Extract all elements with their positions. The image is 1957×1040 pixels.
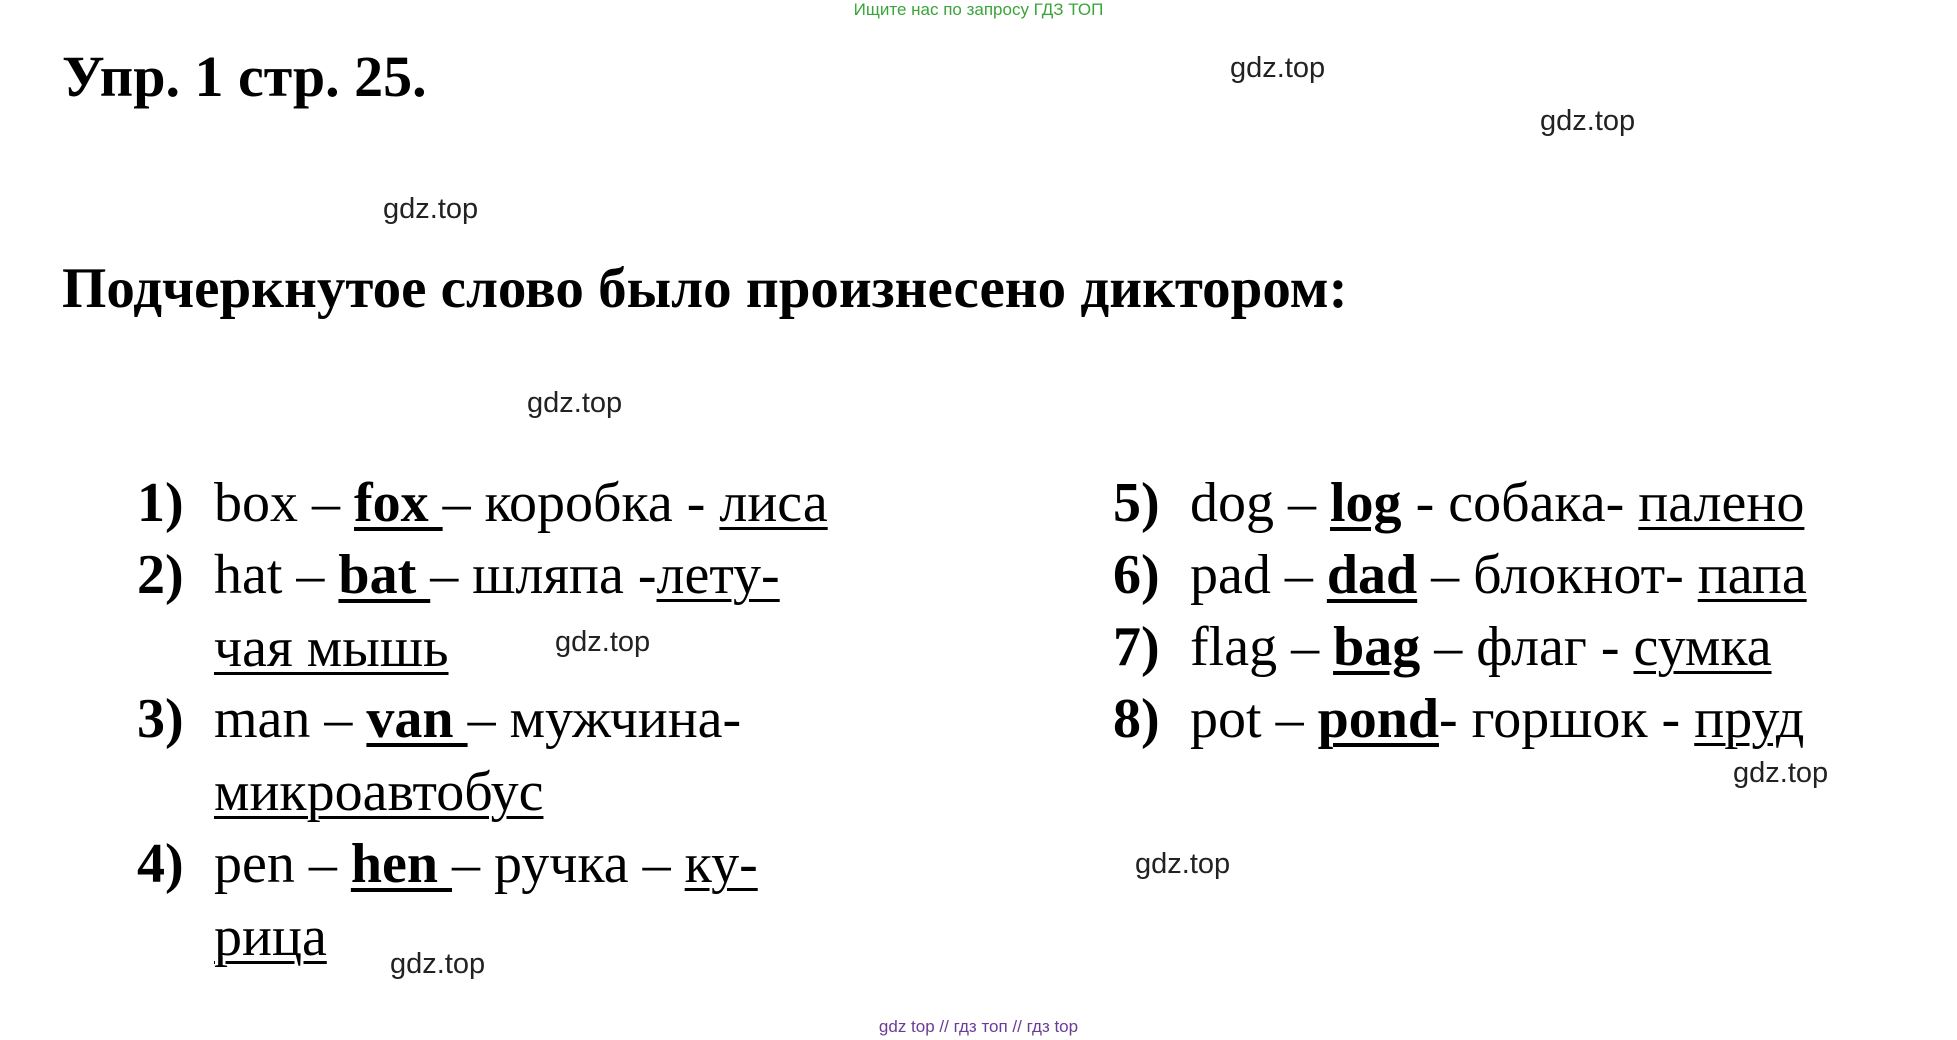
bottom-banner: gdz top // гдз топ // гдз top bbox=[878, 1017, 1079, 1036]
spoken-word-translation: ку- bbox=[684, 833, 758, 895]
item-body: man – van – мужчина- микроавтобус bbox=[214, 688, 742, 823]
item-number: 3) bbox=[137, 688, 184, 750]
spoken-word-translation: папа bbox=[1697, 544, 1807, 606]
spoken-word-translation-cont: рица bbox=[214, 906, 327, 968]
item-body: flag – bag – флаг - сумка bbox=[1190, 616, 1772, 678]
watermark: gdz.top bbox=[555, 626, 651, 658]
watermark: gdz.top bbox=[1135, 848, 1231, 880]
item-body: box – fox – коробка - лиса bbox=[214, 472, 828, 534]
spoken-word-translation: палено bbox=[1638, 472, 1805, 534]
watermark: gdz.top bbox=[383, 193, 479, 225]
spoken-word: bat bbox=[338, 544, 431, 606]
watermark: gdz.top bbox=[1733, 757, 1829, 789]
page-title: Упр. 1 стр. 25. bbox=[62, 44, 427, 109]
spoken-word: van bbox=[366, 688, 468, 750]
english-word: box bbox=[214, 472, 298, 534]
item-number: 6) bbox=[1113, 544, 1160, 606]
watermark: gdz.top bbox=[1540, 105, 1636, 137]
instruction-heading: Подчеркнутое слово было произнесено диктором: bbox=[62, 257, 1348, 320]
watermark: gdz.top bbox=[390, 948, 486, 980]
spoken-word-translation: лиса bbox=[719, 472, 828, 534]
spoken-word: fox bbox=[354, 472, 443, 534]
item-number: 5) bbox=[1113, 472, 1160, 534]
english-word: hat bbox=[214, 544, 283, 606]
item-number: 7) bbox=[1113, 616, 1160, 678]
watermark: gdz.top bbox=[527, 387, 623, 419]
item-body: pad – dad – блокнот- папа bbox=[1190, 544, 1807, 606]
english-word: dog bbox=[1190, 472, 1274, 534]
item-body: pen – hen – ручка – ку- рица bbox=[214, 833, 758, 968]
spoken-word: bag bbox=[1333, 616, 1421, 678]
item-body: hat – bat – шляпа -лету- чая мышь bbox=[214, 544, 780, 679]
spoken-word: dad bbox=[1326, 544, 1418, 606]
spoken-word: log bbox=[1330, 472, 1402, 534]
spoken-word-translation-cont: чая мышь bbox=[214, 617, 449, 679]
spoken-word-translation: сумка bbox=[1633, 616, 1772, 678]
watermark: gdz.top bbox=[1230, 52, 1326, 84]
spoken-word: hen bbox=[350, 833, 453, 895]
item-number: 1) bbox=[137, 472, 184, 534]
spoken-word-translation: микроавтобус bbox=[214, 761, 544, 823]
english-word: pad bbox=[1190, 544, 1271, 606]
item-number: 4) bbox=[137, 833, 184, 895]
spoken-word: pond bbox=[1317, 688, 1439, 750]
item-body: pot – pond- горшок - пруд bbox=[1190, 688, 1805, 750]
item-number: 2) bbox=[137, 544, 184, 606]
english-word: pen bbox=[214, 833, 295, 895]
spoken-word-translation: пруд bbox=[1694, 688, 1805, 750]
english-word: man bbox=[214, 688, 311, 750]
item-body: dog – log - собака- палено bbox=[1190, 472, 1805, 534]
item-number: 8) bbox=[1113, 688, 1160, 750]
english-word: flag bbox=[1190, 616, 1278, 678]
top-banner: Ищите нас по запросу ГДЗ ТОП bbox=[853, 0, 1104, 19]
english-word: pot bbox=[1190, 688, 1262, 750]
spoken-word-translation: лету- bbox=[656, 544, 780, 606]
